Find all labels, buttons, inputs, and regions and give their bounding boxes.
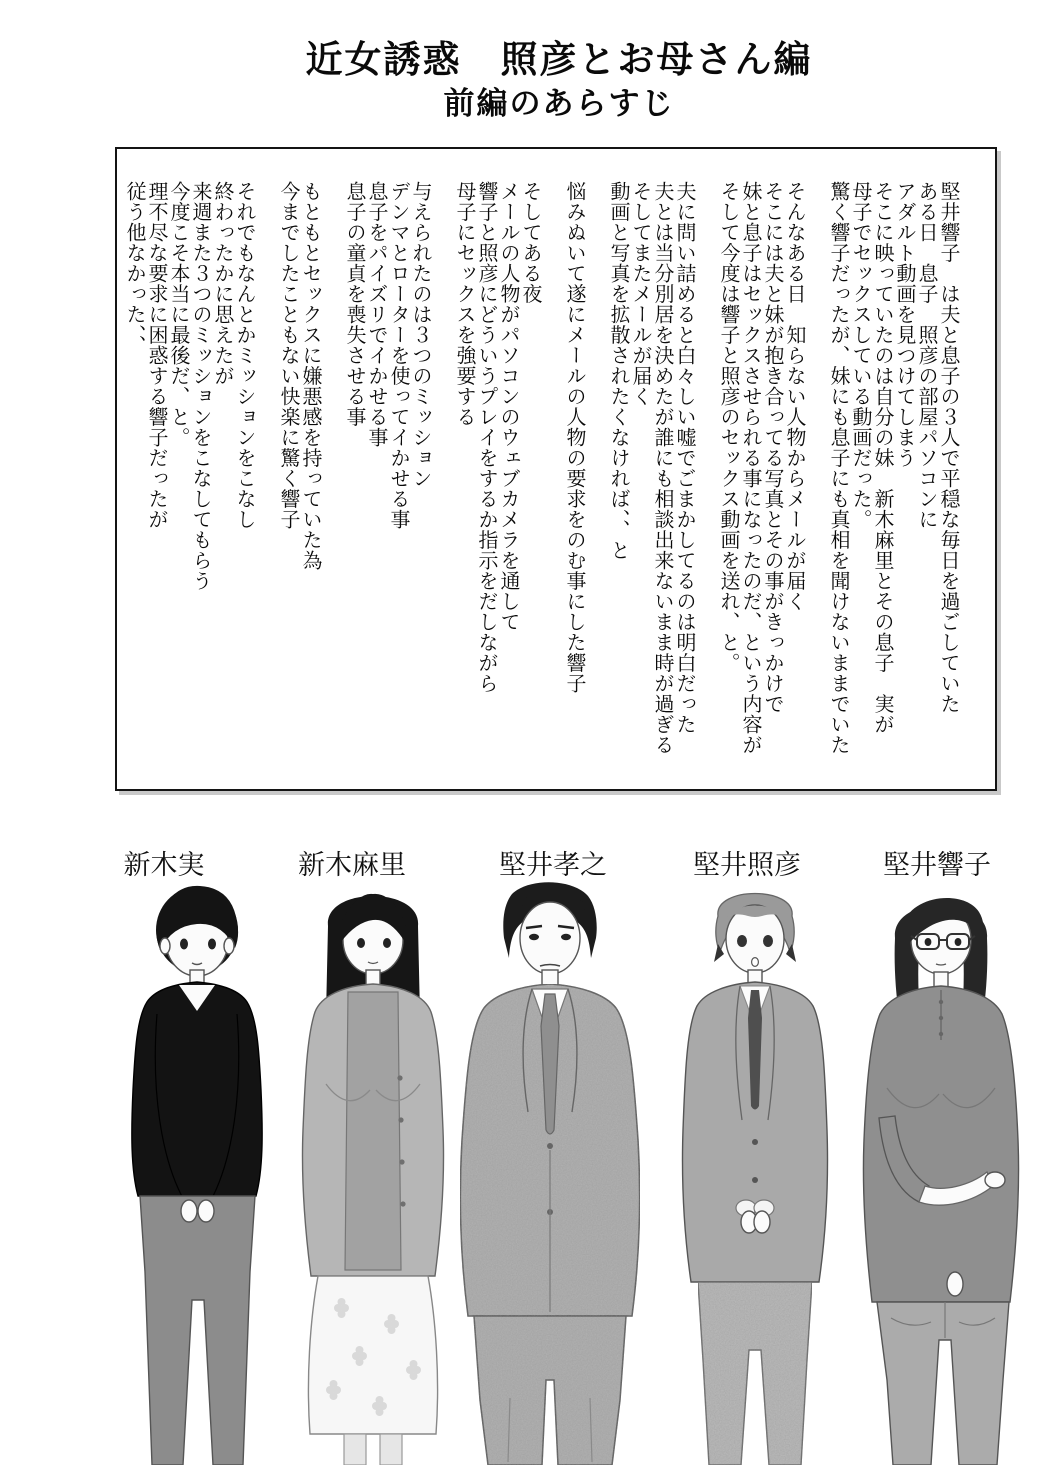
synopsis-column: 夫に問い詰めると白々しい嘘でごまかしてるのは明白だった xyxy=(673,181,695,735)
synopsis-column: そんなある日 知らない人物からメールが届く xyxy=(783,181,805,612)
figure-katai-takayuki xyxy=(440,878,660,1465)
synopsis-column: 妹と息子はセックスさせられる事になったのだ、という内容が xyxy=(739,181,761,755)
synopsis-column: 響子と照彦にどういうプレイをするか指示をだしながら xyxy=(475,181,497,694)
title-block xyxy=(115,40,1003,121)
synopsis-box xyxy=(115,147,997,791)
synopsis-column-gap xyxy=(321,181,343,777)
synopsis-column: メールの人物がパソコンのウェブカメラを通して xyxy=(497,181,519,632)
synopsis-column-gap xyxy=(805,181,827,777)
synopsis-column-gap xyxy=(431,181,453,777)
figure-katai-teruhiko xyxy=(658,878,853,1465)
synopsis-column: 動画と写真を拡散されたくなければ、、と xyxy=(607,181,629,561)
page-subtitle: 前編のあらすじ xyxy=(443,85,675,121)
character-name-katai-kyoko: 堅井響子 xyxy=(883,850,991,880)
synopsis-column: アダルト動画を見つけてしまう xyxy=(893,181,915,468)
synopsis-column: 驚く響子だったが、妹にも息子にも真相を聞けないままでいた xyxy=(827,181,849,755)
synopsis-column-gap xyxy=(695,181,717,777)
synopsis-column: 母子にセックスを強要する xyxy=(453,181,475,427)
character-name-araki-mari: 新木麻里 xyxy=(298,850,406,880)
synopsis-column-gap xyxy=(255,181,277,777)
synopsis-column: そして今度は響子と照彦のセックス動画を送れ、と。 xyxy=(717,181,739,673)
figure-katai-kyoko xyxy=(843,878,1040,1465)
character-illustration-teruhiko xyxy=(658,878,853,1465)
character-illustration-takayuki xyxy=(440,878,660,1465)
synopsis-column: 従う他なかった、、 xyxy=(123,181,145,356)
synopsis-column: 今度こそ本当に最後だ、と。 xyxy=(167,181,189,448)
synopsis-text xyxy=(117,149,995,789)
synopsis-column: そこには夫と妹が抱き合ってる写真とその事がきっかけで xyxy=(761,181,783,714)
synopsis-column: 母子でセックスしている動画だった。 xyxy=(849,181,871,530)
synopsis-column: 堅井響子 は夫と息子の３人で平穏な毎日を過ごしていた xyxy=(937,181,959,714)
synopsis-column: 与えられたのは３つのミッション xyxy=(409,181,431,489)
page-title: 近女誘惑 照彦とお母さん編 xyxy=(305,40,813,81)
synopsis-column: 息子の童貞を喪失させる事 xyxy=(343,181,365,427)
synopsis-column: 来週また３つのミッションをこなしてもらう xyxy=(189,181,211,591)
synopsis-column: デンマとローターを使ってイかせる事 xyxy=(387,181,409,530)
synopsis-column: 夫とは当分別居を決めたが誰にも相談出来ないまま時が過ぎる xyxy=(651,181,673,755)
synopsis-column: 理不尽な要求に困惑する響子だったが xyxy=(145,181,167,530)
figure-araki-minoru xyxy=(100,878,295,1465)
synopsis-column-gap xyxy=(541,181,563,777)
character-name-katai-teruhiko: 堅井照彦 xyxy=(693,850,801,880)
synopsis-column: そしてある夜 xyxy=(519,181,541,304)
synopsis-column: それでもなんとかミッションをこなし xyxy=(233,181,255,530)
synopsis-column: 終わったかに思えたが xyxy=(211,181,233,386)
synopsis-column: そしてまたメールが届く xyxy=(629,181,651,407)
synopsis-column: そこに映っていたのは自分の妹 新木麻里とその息子 実が xyxy=(871,181,893,735)
synopsis-column: ある日 息子 照彦の部屋パソコンに xyxy=(915,181,937,530)
synopsis-column-gap xyxy=(585,181,607,777)
synopsis-column: 悩みぬいて遂にメールの人物の要求をのむ事にした響子 xyxy=(563,181,585,694)
character-name-araki-minoru: 新木実 xyxy=(123,850,205,880)
character-illustration-kyoko xyxy=(843,878,1040,1465)
character-illustration-minoru xyxy=(100,878,295,1465)
synopsis-column: もともとセックスに嫌悪感を持っていた為 xyxy=(299,181,321,571)
character-name-katai-takayuki: 堅井孝之 xyxy=(499,850,607,880)
synopsis-column: 息子をパイズリでイかせる事 xyxy=(365,181,387,448)
synopsis-column: 今までしたこともない快楽に驚く響子 xyxy=(277,181,299,530)
